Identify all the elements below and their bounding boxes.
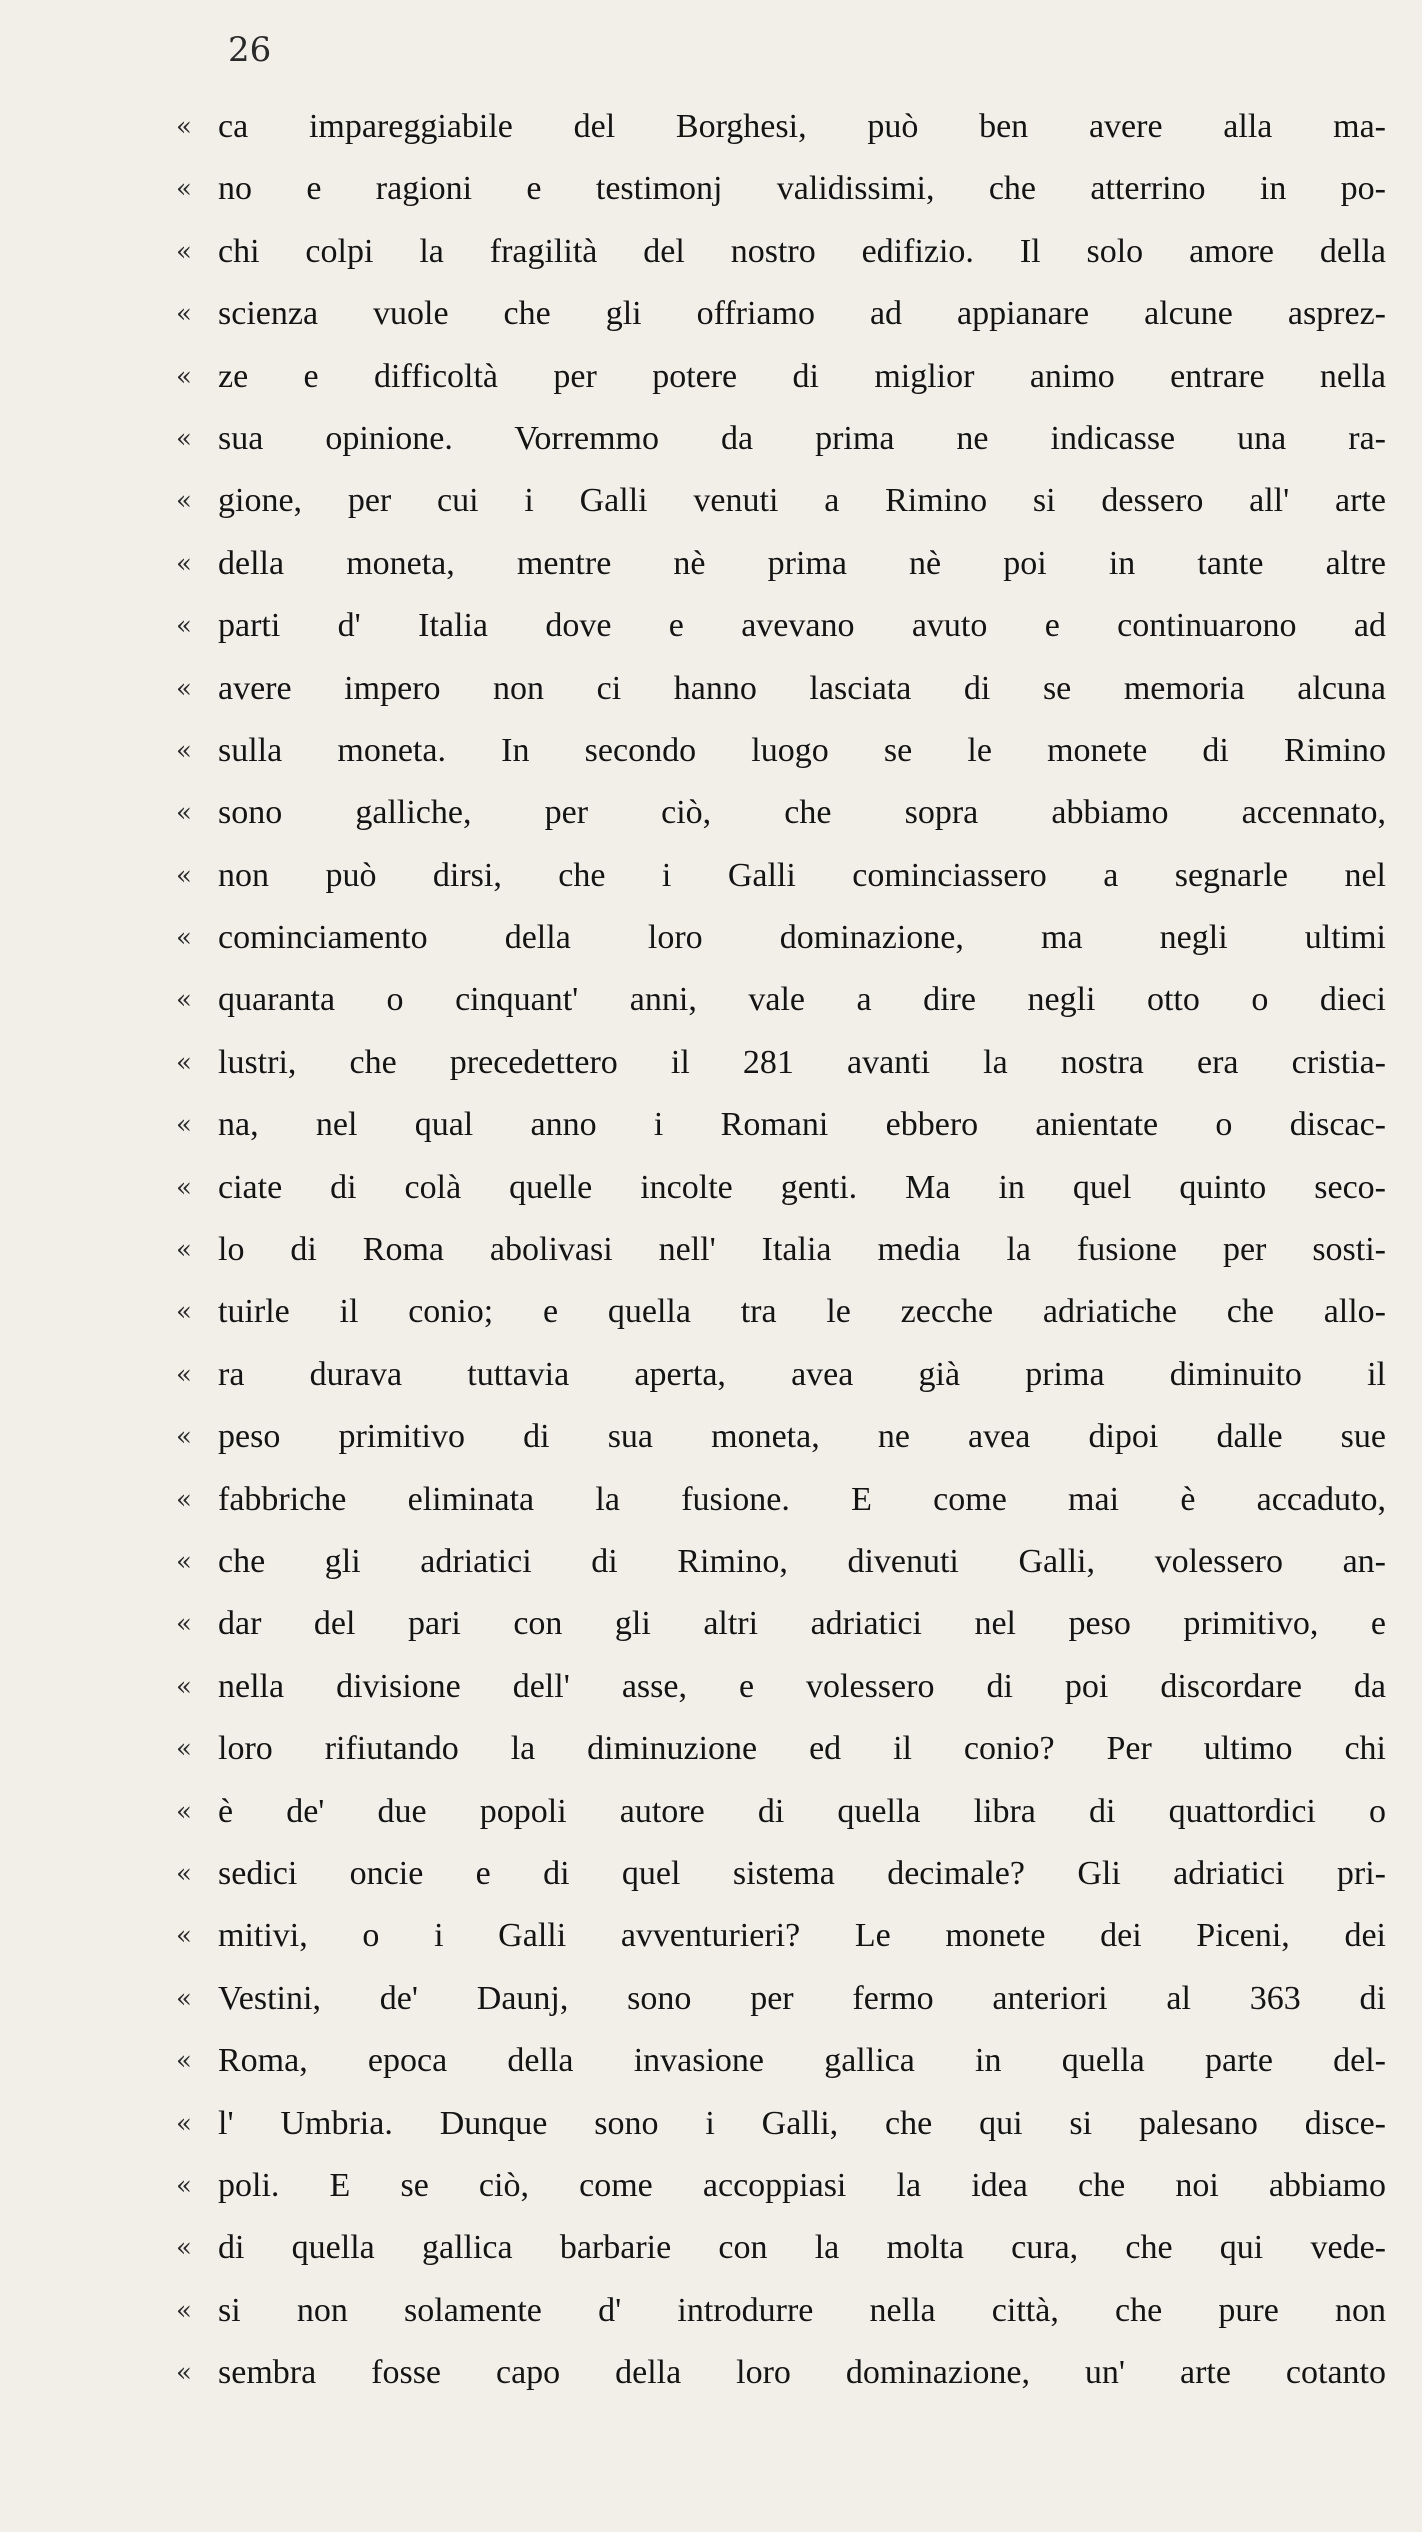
quote-mark: « xyxy=(176,1858,192,1889)
text-line xyxy=(176,1593,1386,1655)
text-line xyxy=(176,533,1386,595)
text-line xyxy=(176,907,1386,969)
quote-mark: « xyxy=(176,2233,192,2264)
quote-mark: « xyxy=(176,860,192,891)
text-line xyxy=(176,1032,1386,1094)
text-line xyxy=(176,1344,1386,1406)
quote-mark: « xyxy=(176,299,192,330)
line-text: cominciamento della loro dominazione, ma negli ultimi xyxy=(218,919,1386,957)
text-line xyxy=(176,2030,1386,2092)
page-number: 26 xyxy=(228,30,272,70)
text-line xyxy=(176,1905,1386,1967)
line-text: nella divisione dell' asse, e volessero di poi discordare da xyxy=(218,1667,1386,1705)
line-text: quaranta o cinquant' anni, vale a dire negli otto o dieci xyxy=(218,981,1386,1019)
quote-mark: « xyxy=(176,1110,192,1141)
quote-mark: « xyxy=(176,2358,192,2389)
text-line xyxy=(176,782,1386,844)
quote-mark: « xyxy=(176,1297,192,1328)
line-text: gione, per cui i Galli venuti a Rimino si dessero all' arte xyxy=(218,482,1386,520)
quote-mark: « xyxy=(176,1546,192,1577)
line-text: ca impareggiabile del Borghesi, può ben avere alla ma- xyxy=(218,108,1386,145)
text-line xyxy=(176,720,1386,782)
line-text: lustri, che precedettero il 281 avanti la nostra era cristia- xyxy=(218,1043,1386,1081)
quote-mark: « xyxy=(176,2108,192,2139)
text-line xyxy=(176,346,1386,408)
text-line xyxy=(176,1531,1386,1593)
text-line xyxy=(176,1781,1386,1843)
line-text: poli. E se ciò, come accoppiasi la idea che noi abbiamo xyxy=(218,2166,1386,2204)
quote-mark: « xyxy=(176,1172,192,1203)
text-line xyxy=(176,2342,1386,2404)
line-text: sono galliche, per ciò, che sopra abbiamo accennato, xyxy=(218,794,1386,832)
text-line xyxy=(176,1968,1386,2030)
text-line xyxy=(176,595,1386,657)
quote-mark: « xyxy=(176,611,192,642)
quote-mark: « xyxy=(176,423,192,454)
text-line xyxy=(176,408,1386,470)
line-text: l' Umbria. Dunque sono i Galli, che qui si palesano disce- xyxy=(218,2104,1386,2142)
line-text: mitivi, o i Galli avventurieri? Le monete dei Piceni, dei xyxy=(218,1917,1386,1955)
line-text: chi colpi la fragilità del nostro edifizio. Il solo amore della xyxy=(218,232,1386,270)
quote-mark: « xyxy=(176,985,192,1016)
quote-mark: « xyxy=(176,1609,192,1640)
quote-mark: « xyxy=(176,486,192,517)
quote-mark: « xyxy=(176,1359,192,1390)
quote-mark: « xyxy=(176,2295,192,2326)
quote-mark: « xyxy=(176,1796,192,1827)
line-text: ra durava tuttavia aperta, avea già prima diminuito il xyxy=(218,1355,1386,1393)
line-text: lo di Roma abolivasi nell' Italia media la fusione per sosti- xyxy=(218,1231,1386,1269)
text-line xyxy=(176,1843,1386,1905)
text-line xyxy=(176,1094,1386,1156)
text-line xyxy=(176,2093,1386,2155)
line-text: Roma, epoca della invasione gallica in quella parte del- xyxy=(218,2042,1386,2080)
quote-mark: « xyxy=(176,548,192,579)
line-text: sulla moneta. In secondo luogo se le monete di Rimino xyxy=(218,731,1386,769)
line-text: sua opinione. Vorremmo da prima ne indicasse una ra- xyxy=(218,419,1386,457)
line-text: ciate di colà quelle incolte genti. Ma in quel quinto seco- xyxy=(218,1168,1386,1206)
quote-mark: « xyxy=(176,236,192,267)
quote-mark: « xyxy=(176,673,192,704)
quote-mark: « xyxy=(176,1671,192,1702)
text-line xyxy=(176,658,1386,720)
quote-mark: « xyxy=(176,735,192,766)
text-line xyxy=(176,2280,1386,2342)
line-text: non può dirsi, che i Galli cominciassero a segnarle nel xyxy=(218,856,1386,894)
line-text: loro rifiutando la diminuzione ed il conio? Per ultimo chi xyxy=(218,1730,1386,1768)
text-line xyxy=(176,470,1386,532)
line-text: avere impero non ci hanno lasciata di se memoria alcuna xyxy=(218,669,1386,707)
quote-mark: « xyxy=(176,1734,192,1765)
quote-mark: « xyxy=(176,1921,192,1952)
text-line xyxy=(176,158,1386,220)
text-line xyxy=(176,1718,1386,1780)
line-text: si non solamente d' introdurre nella città, che pure non xyxy=(218,2291,1386,2329)
text-line xyxy=(176,1406,1386,1468)
text-line xyxy=(176,1281,1386,1343)
quote-mark: « xyxy=(176,1484,192,1515)
line-text: dar del pari con gli altri adriatici nel peso primitivo, e xyxy=(218,1605,1386,1643)
text-line xyxy=(176,96,1386,158)
line-text: di quella gallica barbarie con la molta cura, che qui vede- xyxy=(218,2229,1386,2267)
quote-mark: « xyxy=(176,1047,192,1078)
text-line xyxy=(176,969,1386,1031)
line-text: peso primitivo di sua moneta, ne avea dipoi dalle sue xyxy=(218,1418,1386,1456)
line-text: è de' due popoli autore di quella libra di quattordici o xyxy=(218,1792,1386,1830)
line-text: sembra fosse capo della loro dominazione, un' arte cotanto xyxy=(218,2354,1386,2392)
line-text: della moneta, mentre nè prima nè poi in tante altre xyxy=(218,544,1386,582)
body-text xyxy=(176,96,1386,2404)
line-text: Vestini, de' Daunj, sono per fermo anteriori al 363 di xyxy=(218,1979,1386,2017)
quote-mark: « xyxy=(176,361,192,392)
text-line xyxy=(176,2217,1386,2279)
line-text: no e ragioni e testimonj validissimi, che atterrino in po- xyxy=(218,170,1386,208)
text-line xyxy=(176,221,1386,283)
quote-mark: « xyxy=(176,1983,192,2014)
quote-mark: « xyxy=(176,174,192,205)
line-text: scienza vuole che gli offriamo ad appianare alcune asprez- xyxy=(218,295,1386,333)
line-text: fabbriche eliminata la fusione. E come mai è accaduto, xyxy=(218,1480,1386,1518)
quote-mark: « xyxy=(176,112,192,142)
text-line xyxy=(176,2155,1386,2217)
line-text: na, nel qual anno i Romani ebbero anientate o discac- xyxy=(218,1106,1386,1144)
text-line xyxy=(176,1469,1386,1531)
text-line xyxy=(176,845,1386,907)
text-line xyxy=(176,1219,1386,1281)
text-line xyxy=(176,283,1386,345)
text-line xyxy=(176,1157,1386,1219)
quote-mark: « xyxy=(176,798,192,829)
line-text: sedici oncie e di quel sistema decimale? Gli adriatici pri- xyxy=(218,1854,1386,1892)
text-line xyxy=(176,1656,1386,1718)
quote-mark: « xyxy=(176,2170,192,2201)
line-text: ze e difficoltà per potere di miglior animo entrare nella xyxy=(218,357,1386,395)
quote-mark: « xyxy=(176,1422,192,1453)
line-text: che gli adriatici di Rimino, divenuti Galli, volessero an- xyxy=(218,1542,1386,1580)
line-text: tuirle il conio; e quella tra le zecche adriatiche che allo- xyxy=(218,1293,1386,1331)
line-text: parti d' Italia dove e avevano avuto e continuarono ad xyxy=(218,607,1386,645)
quote-mark: « xyxy=(176,2046,192,2077)
quote-mark: « xyxy=(176,1235,192,1266)
quote-mark: « xyxy=(176,923,192,954)
